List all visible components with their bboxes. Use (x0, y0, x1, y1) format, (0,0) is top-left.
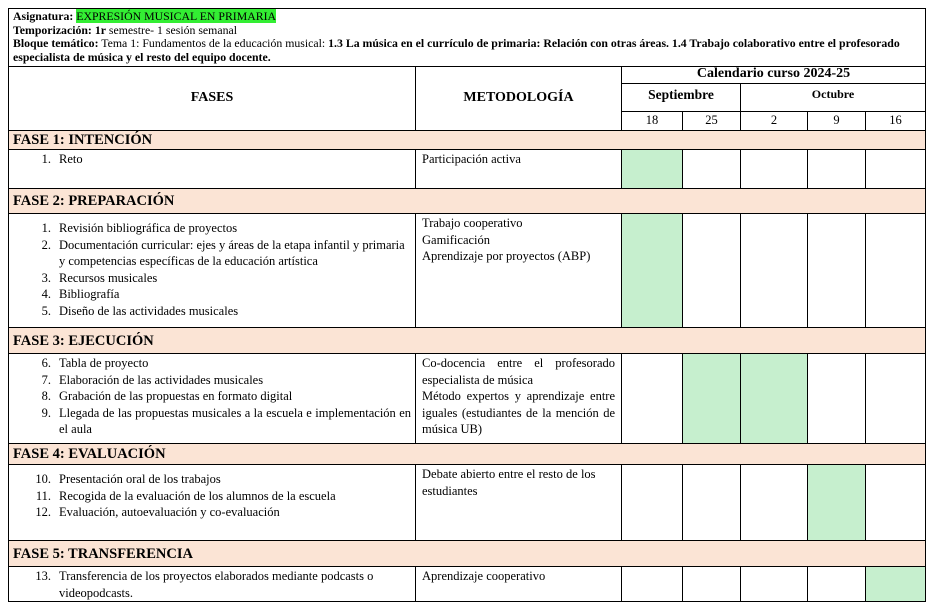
header-day: 25 (683, 112, 741, 131)
list-item (9, 372, 411, 389)
item-number: 1. (41, 152, 51, 166)
calendar-cell (683, 567, 741, 602)
calendar-cell (808, 150, 866, 189)
header-day: 2 (741, 112, 808, 131)
calendar-cell-active (683, 354, 741, 444)
item-number: 2. (41, 237, 51, 252)
list-item (9, 286, 411, 303)
item-text: Diseño de las actividades musicales (59, 303, 239, 318)
timing-detail: semestre- 1 sesión semanal (108, 22, 237, 37)
item-number: 5. (41, 303, 51, 318)
item-text: Llegada de las propuestas musicales a la escuela e implementación en el aula (59, 405, 411, 436)
timing-label: Temporización: (13, 22, 92, 37)
item-text: Elaboración de las actividades musicales (59, 372, 264, 387)
item-number: 13. (35, 569, 51, 583)
phase-title: FASE 3: EJECUCIÓN (9, 328, 926, 354)
header-month-september: Septiembre (622, 84, 741, 112)
list-item (9, 270, 411, 287)
calendar-cell (866, 465, 926, 541)
list-item (9, 405, 411, 438)
item-text: Documentación curricular: ejes y áreas de la etapa infantil y primaria y competencias específicas de la educación artística (59, 237, 405, 268)
phase-items (9, 567, 416, 602)
subject-label: Asignatura: (13, 9, 74, 23)
list-item (9, 388, 411, 405)
calendar-cell (683, 465, 741, 541)
calendar-cell (808, 567, 866, 602)
phase-title: FASE 2: PREPARACIÓN (9, 189, 926, 214)
method-line: Método expertos y aprendizaje entre iguales (estudiantes de la mención de música UB) (422, 389, 615, 436)
item-text: Reto (59, 152, 83, 166)
phase-title: FASE 5: TRANSFERENCIA (9, 541, 926, 567)
item-text: Grabación de las propuestas en formato digital (59, 389, 293, 403)
calendar-cell (683, 150, 741, 189)
item-number: 3. (41, 270, 51, 285)
calendar-cell (741, 465, 808, 541)
phase-methods (416, 465, 622, 541)
phase-items (9, 465, 416, 541)
list-item (9, 220, 411, 237)
item-text: Evaluación, autoevaluación y co-evaluación (59, 505, 280, 519)
header-month-october: Octubre (741, 84, 926, 112)
item-number: 4. (41, 287, 51, 301)
calendar-cell (683, 214, 741, 328)
calendar-cell (808, 354, 866, 444)
calendar-cell (741, 214, 808, 328)
calendar-cell-active (866, 567, 926, 602)
header-calendar: Calendario curso 2024-25 (622, 67, 926, 84)
method-line: Gamificación (422, 232, 491, 247)
phase-methods (416, 567, 622, 602)
item-number: 12. (35, 505, 51, 519)
method-line: Trabajo cooperativo (422, 216, 523, 230)
subject-line (13, 10, 921, 24)
phase-items (9, 354, 416, 444)
list-item (9, 471, 411, 488)
subject-name: EXPRESIÓN MUSICAL EN PRIMARIA (76, 9, 277, 23)
header-day: 9 (808, 112, 866, 131)
item-number: 1. (41, 221, 51, 235)
item-number: 10. (35, 472, 51, 486)
item-number: 6. (41, 356, 51, 370)
phase-items (9, 150, 416, 189)
phase-methods (416, 354, 622, 444)
thematic-block-line (13, 37, 921, 64)
thematic-block-detail: 1.3 La música en el currículo de primaria: Relación con otras áreas. 1.4 Trabajo colaborativo entre el profesorado especialista de música y el resto del equipo docente. (13, 36, 900, 64)
calendar-cell (622, 567, 683, 602)
calendar-cell-active (622, 150, 683, 189)
method-line: Co-docencia entre el profesorado especialista de música (422, 356, 615, 387)
item-text: Recursos musicales (59, 270, 158, 285)
item-number: 11. (35, 488, 51, 503)
method-line: Debate abierto entre el resto de los estudiantes (422, 467, 596, 498)
phase-methods (416, 214, 622, 328)
timing-line (13, 24, 921, 38)
header-day: 18 (622, 112, 683, 131)
header-metodologia: METODOLOGÍA (416, 67, 622, 131)
method-line: Aprendizaje cooperativo (422, 569, 546, 583)
item-text: Bibliografía (59, 287, 120, 301)
list-item (9, 488, 411, 505)
item-number: 7. (41, 372, 51, 387)
subject-info (9, 9, 926, 67)
calendar-cell-active (808, 465, 866, 541)
header-fases: FASES (9, 67, 416, 131)
item-text: Transferencia de los proyectos elaborados mediante podcasts o videopodcasts. (59, 569, 374, 600)
list-item (9, 355, 411, 372)
thematic-block-topic: Tema 1: Fundamentos de la educación musical: (101, 36, 326, 50)
header-day: 16 (866, 112, 926, 131)
item-text: Tabla de proyecto (59, 356, 149, 370)
phase-title: FASE 4: EVALUACIÓN (9, 444, 926, 465)
calendar-cell (622, 465, 683, 541)
item-text: Recogida de la evaluación de los alumnos de la escuela (59, 488, 336, 503)
calendar-cell (866, 354, 926, 444)
calendar-cell-active (741, 354, 808, 444)
timing-semester: 1r (94, 22, 106, 37)
item-text: Revisión bibliográfica de proyectos (59, 221, 238, 235)
method-line: Participación activa (422, 152, 521, 166)
calendar-cell (741, 150, 808, 189)
list-item (9, 151, 411, 168)
method-line: Aprendizaje por proyectos (ABP) (422, 249, 591, 263)
calendar-cell-active (622, 214, 683, 328)
project-plan-table (8, 8, 926, 602)
calendar-cell (808, 214, 866, 328)
calendar-cell (622, 354, 683, 444)
list-item (9, 237, 411, 270)
calendar-cell (866, 150, 926, 189)
list-item (9, 568, 411, 601)
phase-title: FASE 1: INTENCIÓN (9, 131, 926, 150)
item-number: 8. (41, 389, 51, 403)
list-item (9, 504, 411, 521)
calendar-cell (741, 567, 808, 602)
item-text: Presentación oral de los trabajos (59, 472, 221, 486)
thematic-block-label: Bloque temático: (13, 36, 99, 50)
item-number: 9. (41, 405, 51, 420)
phase-methods (416, 150, 622, 189)
list-item (9, 303, 411, 320)
calendar-cell (866, 214, 926, 328)
phase-items (9, 214, 416, 328)
